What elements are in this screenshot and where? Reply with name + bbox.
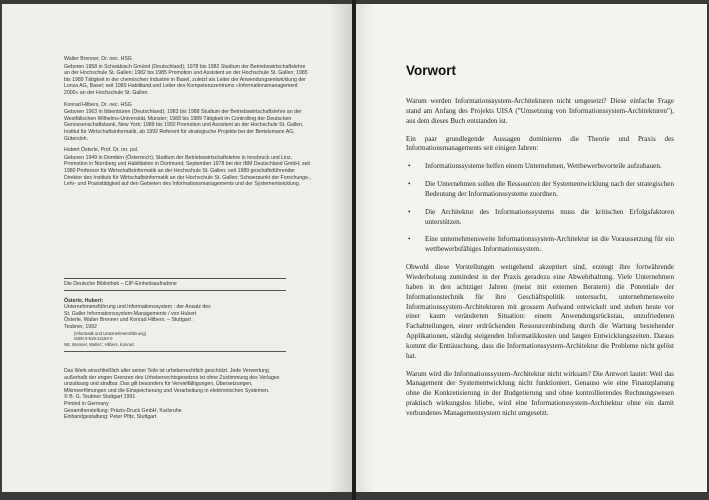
bullet-text: Die Unternehmen sollen die Ressourcen der Systementwicklung nach der strategischen Bedeutung der Informationssysteme zuordnen. <box>425 180 674 198</box>
author-name: Hubert Österle, Prof. Dr. rer. pol. <box>64 147 139 154</box>
cip-ne: NE: Brenner, Walter:; Hilbers, Konrad: <box>64 341 135 347</box>
list-item <box>406 162 674 172</box>
author-name: Konrad Hilbers, Dr. oec. HSG <box>64 101 132 108</box>
author-bio-text: Geboren 1958 in Schwäbisch Gmünd (Deutschland); 1978 bis 1982 Studium der Betriebswirtschaftslehre an der Hochschule St. Gallen; 1982 bis 1985 Promotion und Assistent an der Hochschule St. Gallen; 1985 bis 1989 Tätigkeit in der chemischen Industrie in Basel, zuletzt als Leiter der Anwendungsentwicklung der Lonza AG, Basel; seit 1989 Habilitand und Leiter des Kompetenzzentrums »Informationsmanagement 2000« an der Hochschule St. Gallen. <box>64 63 308 96</box>
cip-line: Unternehmensführung und Informationssystem : der Ansatz des <box>64 304 211 311</box>
bullet-text: Eine unternehmensweite Informationssystem-Architektur ist die Voraussetzung für ein wettbewerbsfähiges Informationssystem. <box>425 235 674 254</box>
preface-lead: Ein paar grundlegende Aussagen dominieren die Theorie und Praxis des Informationsmanagements seit einigen Jahren: <box>406 134 674 153</box>
copyright-line: © B. G. Teubner Stuttgart 1991 <box>64 394 136 401</box>
author-bio-oesterle <box>64 147 312 188</box>
preface-bullet-list <box>406 162 674 255</box>
bullet-text: Die Architektur des Informationssystems muss die kritischen Erfolgsfaktoren unterstützen. <box>425 207 674 226</box>
cip-line: Österle, Walter Brenner und Konrad Hilbers. – Stuttgart : <box>64 317 194 324</box>
bullet-icon: • <box>408 235 411 244</box>
bullet-icon: • <box>408 180 411 189</box>
cip-record <box>64 278 286 352</box>
printed-line: Printed in Germany <box>64 400 109 407</box>
left-page <box>2 4 352 492</box>
author-bio-brenner <box>64 56 312 97</box>
author-name: Walter Brenner, Dr. oec. HSG <box>64 56 132 62</box>
production-line: Gesamtherstellung: Präzis-Druck GmbH, Karlsruhe <box>64 407 182 414</box>
list-item <box>406 235 674 255</box>
cip-header: Die Deutsche Bibliothek – CIP-Einheitsaufnahme <box>64 281 177 287</box>
right-page <box>356 4 707 492</box>
cip-line: St. Galler Informationssystem-Managements / von Hubert <box>64 310 197 317</box>
preface-paragraph: Obwohl diese Vorstellungen weitgehend akzeptiert sind, erzeugt ihre fortwährende Wiederholung zumindest in der Praxis geradezu eine Abwehrhaltung. Viele Unternehmen haben in den achtziger Jahren (meist mit externen Beratern) die Potentiale der Informationstechnik für ihre Geschäftspolitik untersucht, unternehmensweite Informationssystem-Architekturen mit grossem Aufwand entwickelt und stehen heute vor einer kaum veränderten Situation: einem Anwendungsrückstau, unzufriedenen Fachabteilungen, einer erdrückenden Ressourcenbindung durch die Wartung bestehender Applikationen, ständig steigenden Informatikkosten und langen Entwicklungszeiten. Daraus kommt die Enttäuschung, dass die Informationssystem-Architektur die Probleme nicht gelöst hat. <box>406 263 674 360</box>
author-bio-text: Geboren 1963 in Ibbenbüren (Deutschland); 1983 bis 1988 Studium der Betriebswirtschaftslehre an der Westfälischen Wilhelms-Universität, Münster; 1988 bis 1989 Tätigkeit im Controlling der Deutschen Genossenschaftsbank, New York; 1989 bis 1992 Promotion und Assistent an der Hochschule St. Gallen, Institut für Wirtschaftsinformatik, ab 1992 Referent für strategische Projekte bei der Bertelsmann AG, Gütersloh. <box>64 109 304 142</box>
cover-design-line: Einbandgestaltung: Peter Pfitz, Stuttgart <box>64 414 157 421</box>
bullet-icon: • <box>408 207 411 216</box>
list-item <box>406 208 674 228</box>
list-item <box>406 180 674 200</box>
author-bio-text: Geboren 1949 in Dornbirn (Österreich); Studium der Betriebswirtschaftslehre in Innsbruck und Linz, Promotion in Nürnberg und Habilitation in Dortmund; September 1978 bei der IBM Deutschland GmbH; seit 1980 Professor für Wirtschaftsinformatik an der Hochschule St. Gallen; seit 1989 geschäftsführender Direktor des Instituts für Wirtschaftsinformatik an der Hochschule St. Gallen; Schwerpunkt der Forschungs-, Lehr- und Praxistätigkeit auf den Gebieten des Informationsmanagements und der Systementwicklung. <box>64 154 311 188</box>
copyright-notice <box>64 368 286 421</box>
cip-series-block <box>64 331 286 342</box>
cip-header-rule <box>64 290 286 291</box>
cip-series: (Informatik und Unternehmensführung) <box>74 330 147 336</box>
cip-line: Teubner, 1992 <box>64 323 97 330</box>
preface-intro: Warum werden Informationssystem-Architekturen nicht umgesetzt? Diese einfache Frage stand am Anfang des Projekts UISA ("Umsetzung von Informationssystem-Architekturen"), aus dem dieses Buch entstanden ist. <box>406 97 674 125</box>
cip-author: Österle, Hubert: <box>64 297 104 304</box>
cip-isbn: ISBN 3-519-12184-0 <box>74 336 113 342</box>
author-bios <box>64 56 312 193</box>
rights-paragraph: Das Werk einschließlich aller seiner Teile ist urheberrechtlich geschützt. Jede Verwertung außerhalb der engen Grenzen des Urheberrechtsgesetzes ist ohne Zustimmung des Verlages unzulässig und strafbar. Das gilt besonders für Vervielfältigungen, Übersetzungen, Mikroverfilmungen und die Einspeicherung und Verarbeitung in elektronischen Systemen. <box>64 368 280 394</box>
preface-column <box>406 64 674 427</box>
cip-top-rule <box>64 278 286 279</box>
bullet-icon: • <box>408 162 411 171</box>
preface-title: Vorwort <box>406 63 456 78</box>
gutter-shadow-left <box>330 4 352 492</box>
gutter-shadow-right <box>356 4 374 492</box>
bullet-text: Informationssysteme helfen einem Unternehmen, Wettbewerbsvorteile aufzubauen. <box>425 162 662 171</box>
preface-paragraph: Warum wird die Informationssystem-Architektur nicht wirksam? Die Antwort lautet: Weil das Management der Systementwicklung nicht funktioniert. Genauso wie eine Finanzplanung ohne die Konkretisierung in der Budgetierung und ohne kontrollierendes Rechnungswesen praktisch wirkungslos bliebe, wird eine Informationssystem-Architektur ohne ein damit verbundenes Managementsystem nicht umgesetzt. <box>406 369 674 417</box>
author-bio-hilbers <box>64 102 312 143</box>
cip-bottom-rule <box>64 351 286 352</box>
